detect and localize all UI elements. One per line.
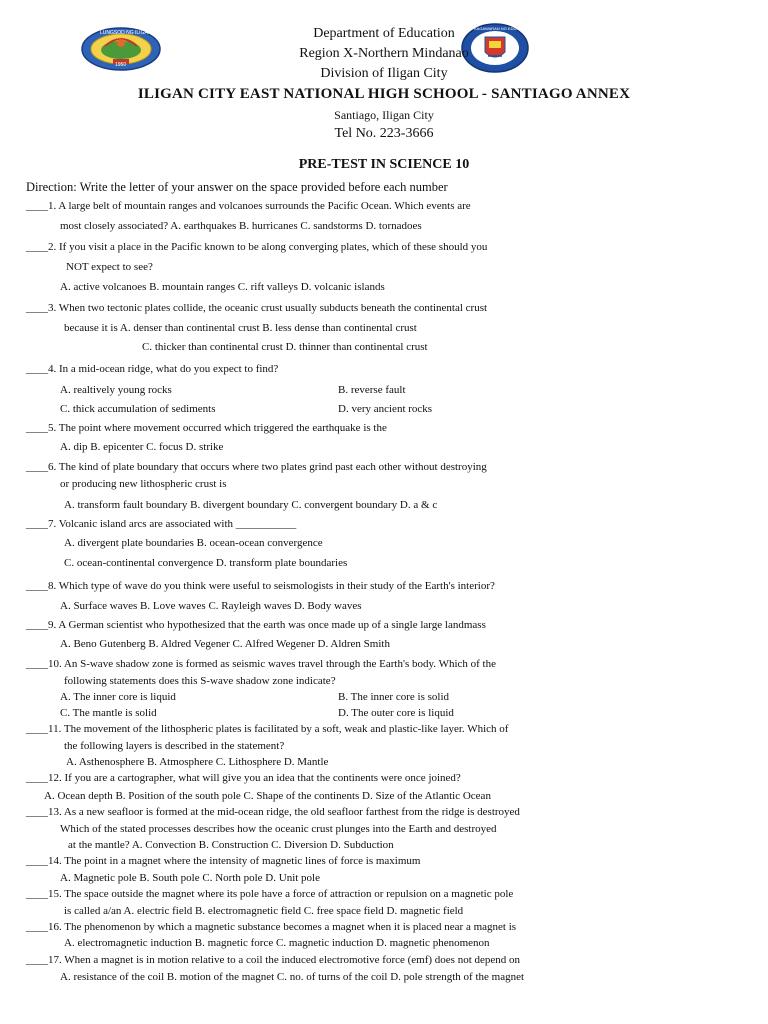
question-line: ____3. When two tectonic plates collide, the oceanic crust usually subducts beneath the continental crust [26, 302, 488, 314]
question-line: at the mantle? A. Convection B. Construction C. Diversion D. Subduction [68, 839, 394, 851]
left-logo-year: 1950 [115, 62, 127, 68]
test-title: PRE-TEST IN SCIENCE 10 [298, 157, 470, 172]
test-direction: Direction: Write the letter of your answer on the space provided before each number [26, 180, 448, 194]
question-line: ____1. A large belt of mountain ranges and volcanoes surrounds the Pacific Ocean. Which events are [26, 200, 471, 212]
question-line: following statements does this S-wave shadow zone indicate? [64, 675, 336, 687]
school-name: ILIGAN CITY EAST NATIONAL HIGH SCHOOL - SANTIAGO ANNEX [137, 86, 631, 102]
question-line: A. dip B. epicenter C. focus D. strike [60, 441, 224, 453]
question-line: because it is A. denser than continental crust B. less dense than continental crust [64, 322, 417, 334]
question-line: A. active volcanoes B. mountain ranges C. rift valleys D. volcanic islands [60, 281, 385, 293]
question-line: A. The inner core is liquid [60, 691, 176, 703]
question-line: A. electromagnetic induction B. magnetic force C. magnetic induction D. magnetic phenomenon [64, 937, 490, 949]
question-line: ____11. The movement of the lithospheric plates is facilitated by a soft, weak and plastic-like layer. Which of [26, 723, 509, 735]
division-name: Division of Iligan City [320, 66, 448, 81]
question-line: B. The inner core is solid [338, 691, 449, 703]
question-line: ____6. The kind of plate boundary that occurs where two plates grind past each other without destroying [26, 461, 487, 473]
question-line: C. ocean-continental convergence D. transform plate boundaries [64, 557, 348, 569]
left-logo-text: LUNGSOD NG ILIGAN [100, 30, 152, 36]
question-line: ____7. Volcanic island arcs are associated with ___________ [26, 518, 297, 530]
right-logo-text: KAGAWARAN NG EDUKASYON [474, 26, 534, 31]
question-line: C. The mantle is solid [60, 707, 157, 719]
question-line: C. thick accumulation of sediments [60, 403, 216, 415]
question-line: is called a/an A. electric field B. electromagnetic field C. free space field D. magnetic field [64, 905, 464, 917]
department-name: Department of Education [313, 26, 455, 41]
question-line: ____16. The phenomenon by which a magnetic substance becomes a magnet when it is placed near a magnet is [26, 921, 517, 933]
question-line: A. Surface waves B. Love waves C. Rayleigh waves D. Body waves [60, 600, 362, 612]
question-line: A. resistance of the coil B. motion of the magnet C. no. of turns of the coil D. pole strength of the magnet [60, 971, 525, 983]
question-line: ____2. If you visit a place in the Pacific known to be along converging plates, which of these should you [26, 241, 488, 253]
question-line: D. The outer core is liquid [338, 707, 454, 719]
question-line: A. Ocean depth B. Position of the south pole C. Shape of the continents D. Size of the Atlantic Ocean [44, 790, 491, 802]
question-line: B. reverse fault [338, 384, 406, 396]
school-telephone: Tel No. 223-3666 [334, 126, 434, 141]
question-line: ____9. A German scientist who hypothesized that the earth was once made up of a single large landmass [26, 619, 486, 631]
question-line: the following layers is described in the statement? [64, 740, 285, 752]
question-line: A. Asthenosphere B. Atmosphere C. Lithosphere D. Mantle [66, 756, 329, 768]
question-line: ____4. In a mid-ocean ridge, what do you expect to find? [26, 363, 279, 375]
question-line: A. divergent plate boundaries B. ocean-ocean convergence [64, 537, 323, 549]
question-line: A. realtively young rocks [60, 384, 172, 396]
question-line: ____5. The point where movement occurred which triggered the earthquake is the [26, 422, 387, 434]
question-line: ____17. When a magnet is in motion relative to a coil the induced electromotive force (emf) does not depend on [26, 954, 521, 966]
question-line: A. Beno Gutenberg B. Aldred Vegener C. Alfred Wegener D. Aldren Smith [60, 638, 390, 650]
question-line: ____12. If you are a cartographer, what will give you an idea that the continents were once joined? [26, 772, 461, 784]
question-line: ____8. Which type of wave do you think were useful to seismologists in their study of the Earth's interior? [26, 580, 495, 592]
region-name: Region X-Northern Mindanao [299, 46, 469, 61]
question-line: most closely associated? A. earthquakes B. hurricanes C. sandstorms D. tornadoes [60, 220, 422, 232]
question-line: ____15. The space outside the magnet where its pole have a force of attraction or repulsion on a magnetic pole [26, 888, 514, 900]
question-line: A. Magnetic pole B. South pole C. North pole D. Unit pole [60, 872, 320, 884]
question-line: Which of the stated processes describes how the oceanic crust plunges into the Earth and destroyed [60, 823, 497, 835]
question-line: C. thicker than continental crust D. thinner than continental crust [142, 341, 428, 353]
question-line: NOT expect to see? [66, 261, 153, 273]
question-line: ____13. As a new seafloor is formed at the mid-ocean ridge, the old seafloor farthest from the ridge is destroyed [26, 806, 520, 818]
question-line: ____14. The point in a magnet where the intensity of magnetic lines of force is maximum [26, 855, 421, 867]
question-line: D. very ancient rocks [338, 403, 433, 415]
school-address: Santiago, Iligan City [334, 108, 434, 122]
question-line: or producing new lithospheric crust is [60, 478, 227, 490]
question-line: A. transform fault boundary B. divergent boundary C. convergent boundary D. a & c [64, 499, 438, 511]
question-line: ____10. An S-wave shadow zone is formed as seismic waves travel through the Earth's body. Which of the [26, 658, 496, 670]
